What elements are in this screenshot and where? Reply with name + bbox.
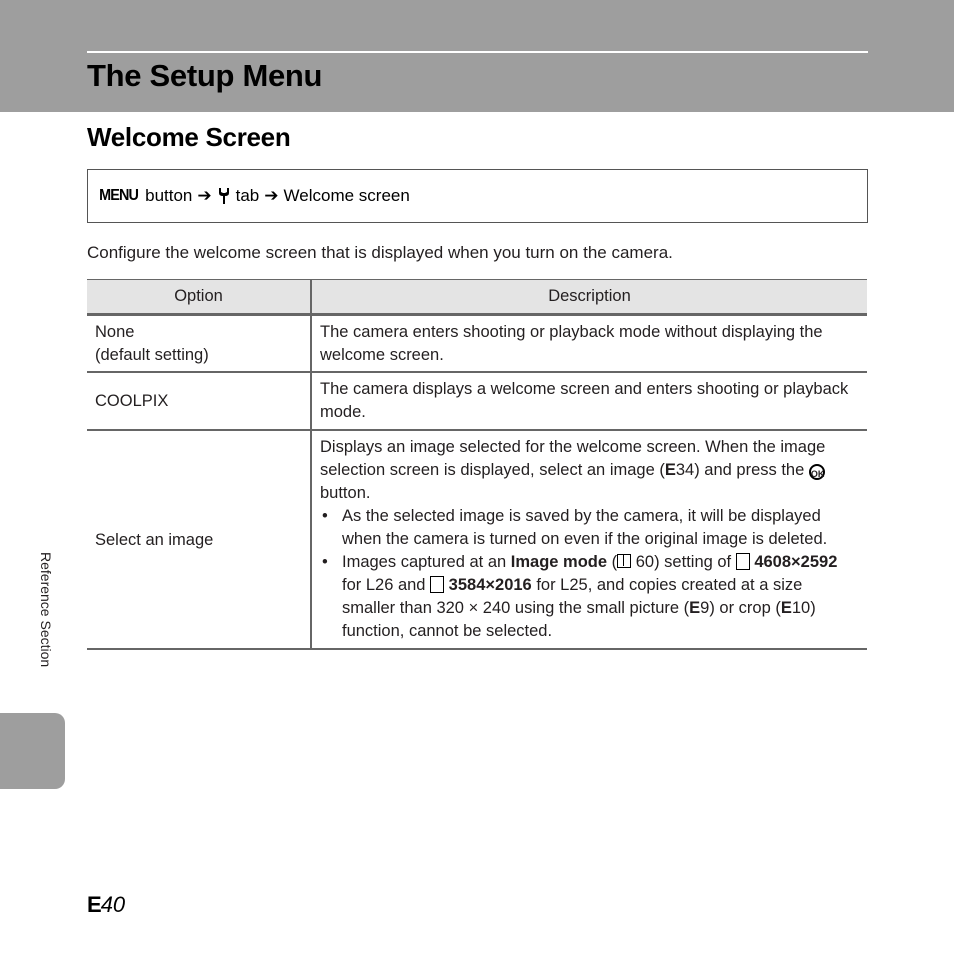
bullet-text-part: for L25, and copies created at a size smaller than 320 × 240 using the small picture (	[342, 576, 803, 617]
description-cell	[311, 430, 867, 649]
page-number	[87, 892, 125, 918]
image-size-value: 4608×2592	[754, 553, 838, 571]
description-cell: The camera displays a welcome screen and enters shooting or playback mode.	[311, 372, 867, 430]
bullet-text-part: 60) setting of	[635, 553, 732, 571]
bullet-text: As the selected image is saved by the camera, it will be displayed when the camera is turned on even if the original image is deleted.	[342, 507, 828, 548]
image-mode-label: Image mode	[510, 553, 608, 571]
option-cell	[87, 315, 311, 373]
side-thumb-tab	[0, 713, 65, 789]
image-mode-16-9-icon	[430, 576, 444, 593]
description-text: button.	[320, 484, 371, 502]
chapter-title: The Setup Menu	[87, 58, 323, 93]
header-band	[0, 0, 954, 112]
image-mode-16-9-icon	[736, 553, 750, 570]
option-name: None	[95, 323, 135, 341]
arrow-right-icon: ➔	[264, 186, 279, 205]
description-text: ) and press the	[694, 461, 805, 479]
tab-word: tab	[235, 186, 260, 205]
destination-label: Welcome screen	[283, 186, 410, 205]
reference-section-icon: E	[87, 892, 100, 917]
option-cell: COOLPIX	[87, 372, 311, 430]
header-rule	[87, 51, 868, 53]
reference-section-icon: E	[689, 599, 701, 617]
page-ref: 34	[675, 461, 695, 479]
description-cell: The camera enters shooting or playback mode without displaying the welcome screen.	[311, 315, 867, 373]
bullet-item	[320, 551, 859, 643]
bullet-text-part: 10) function, cannot be selected.	[342, 599, 816, 640]
bullet-text-part: 9) or crop (	[700, 599, 781, 617]
description-text: Displays an image selected for the welcome screen. When the image selection screen is displayed, select an image (	[320, 438, 826, 479]
button-word: button	[145, 186, 193, 205]
bullet-text	[342, 551, 859, 643]
option-note: (default setting)	[95, 346, 209, 364]
section-title: Welcome Screen	[87, 122, 291, 152]
page-number-value: 40	[100, 892, 126, 917]
table-row	[87, 430, 867, 649]
menu-navigation-path	[87, 169, 868, 223]
option-cell: Select an image	[87, 430, 311, 649]
bullet-item	[320, 505, 859, 551]
table-header-row	[87, 280, 867, 315]
intro-text: Configure the welcome screen that is displayed when you turn on the camera.	[87, 243, 673, 262]
reference-section-icon: E	[780, 599, 792, 617]
bullet-text-part: for L26 and	[342, 576, 426, 594]
column-header-description: Description	[311, 280, 867, 315]
table-row	[87, 315, 867, 373]
side-section-label: Reference Section	[38, 552, 54, 668]
ok-button-icon: OK	[809, 464, 825, 480]
bullet-text-part: (	[611, 553, 618, 571]
bullet-icon: •	[322, 507, 328, 525]
bullet-icon: •	[322, 553, 328, 571]
wrench-icon	[217, 187, 231, 205]
description-intro	[320, 436, 859, 505]
bullet-text-part: Images captured at an	[342, 553, 507, 571]
column-header-option: Option	[87, 280, 311, 315]
options-table	[87, 279, 867, 650]
reference-section-icon: E	[664, 461, 676, 479]
arrow-right-icon: ➔	[197, 186, 212, 205]
table-row	[87, 372, 867, 430]
menu-button-icon: MENU	[99, 187, 138, 204]
image-size-value: 3584×2016	[448, 576, 532, 594]
book-icon	[617, 554, 631, 568]
